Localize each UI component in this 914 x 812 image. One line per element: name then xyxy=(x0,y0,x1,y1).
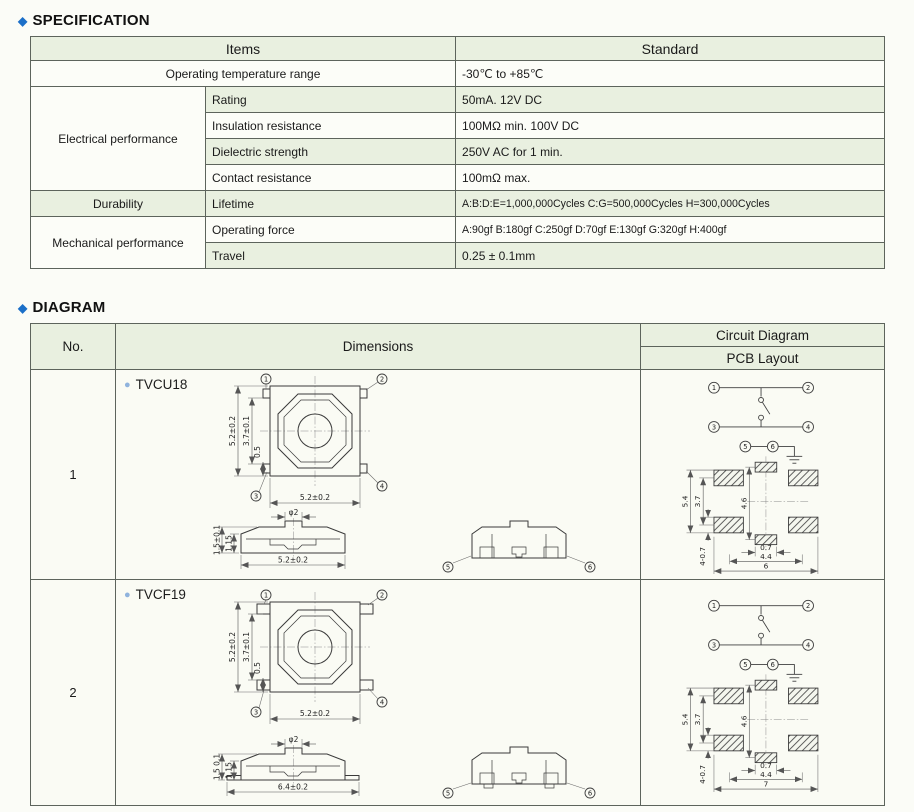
dim-pcb-v-outer: 5.4 xyxy=(680,495,690,508)
dim-pcb-w-inner: 4.4 xyxy=(760,551,772,561)
specification-heading-text: SPECIFICATION xyxy=(32,12,150,29)
pin-1-label: 1 xyxy=(263,375,269,384)
pin-3-label: 3 xyxy=(253,492,259,501)
pin-6-label: 6 xyxy=(587,563,593,572)
spec-item-operating-force: Operating force xyxy=(206,217,456,243)
dim-top-offset: 0.5 xyxy=(253,662,262,674)
diagram-row1-dimensions-cell xyxy=(116,370,641,580)
circuit-pin-2: 2 xyxy=(805,384,811,393)
dim-top-width: 5.2±0.2 xyxy=(299,493,331,502)
dim-pcb-pad: 4-0.7 xyxy=(698,764,708,784)
dim-pcb-pad: 4-0.7 xyxy=(698,546,708,566)
dim-top-width: 5.2±0.2 xyxy=(299,709,331,718)
pin-3-label: 3 xyxy=(253,708,259,717)
pin-1-label: 1 xyxy=(263,591,269,600)
dim-pcb-v-center: 4.6 xyxy=(739,497,749,510)
diagram-header-pcb: PCB Layout xyxy=(641,347,885,370)
pin-6-label: 6 xyxy=(587,789,593,798)
diagram-row1-no: 1 xyxy=(31,370,116,580)
spec-group-durability: Durability xyxy=(31,191,206,217)
bullet-icon: ● xyxy=(124,378,131,391)
diagram-header-no: No. xyxy=(31,324,116,370)
spec-header-items: Items xyxy=(31,37,456,61)
dim-pcb-v-inner: 3.7 xyxy=(693,495,703,508)
spec-group-electrical: Electrical performance xyxy=(31,87,206,191)
dim-front-height: 1.5±0.1 xyxy=(212,524,222,556)
dim-front-width: 6.4±0.2 xyxy=(277,782,309,792)
dim-top-inner: 3.7±0.1 xyxy=(242,631,251,663)
dim-pcb-w-small: 0.7 xyxy=(760,543,772,553)
top-view-drawing xyxy=(206,372,396,524)
circuit-pcb-drawing xyxy=(643,372,883,576)
front-view-drawing xyxy=(208,508,378,576)
spec-value-dielectric: 250V AC for 1 min. xyxy=(456,139,885,165)
spec-group-mechanical: Mechanical performance xyxy=(31,217,206,269)
bullet-icon: ● xyxy=(124,588,131,601)
circuit-pin-4: 4 xyxy=(805,423,811,432)
spec-value-operating-force: A:90gf B:180gf C:250gf D:70gf E:130gf G:320gf H:400gf xyxy=(456,217,885,243)
dim-front-inner-height: 1.15 xyxy=(224,535,234,552)
diagram-row2-no: 2 xyxy=(31,580,116,806)
specification-table xyxy=(30,36,885,269)
front-view-drawing xyxy=(208,735,378,803)
circuit-pin-3: 3 xyxy=(711,641,717,650)
top-view-drawing xyxy=(206,588,396,740)
model-name: TVCF19 xyxy=(135,587,186,602)
pin-2-label: 2 xyxy=(379,375,385,384)
model-label xyxy=(124,587,186,602)
dim-pcb-w-inner: 4.4 xyxy=(760,769,772,779)
pin-2-label: 2 xyxy=(379,591,385,600)
diamond-icon: ◆ xyxy=(18,300,28,315)
diagram-row1-circuit-cell xyxy=(641,370,885,580)
dim-top-inner: 3.7±0.1 xyxy=(242,415,251,447)
circuit-pin-3: 3 xyxy=(711,423,717,432)
diagram-header-circuit: Circuit Diagram xyxy=(641,324,885,347)
circuit-pin-4: 4 xyxy=(805,641,811,650)
spec-header-standard: Standard xyxy=(456,37,885,61)
dim-pcb-w-outer: 6 xyxy=(763,561,769,571)
pin-5-label: 5 xyxy=(445,789,451,798)
dim-pcb-w-outer: 7 xyxy=(763,779,769,789)
circuit-pin-1: 1 xyxy=(711,602,717,611)
spec-value-temperature: -30℃ to +85℃ xyxy=(456,61,885,87)
side-view-drawing xyxy=(434,740,604,802)
dim-front-height: 1.5 0.1 xyxy=(212,753,222,781)
spec-item-travel: Travel xyxy=(206,243,456,269)
specification-heading xyxy=(18,12,884,29)
spec-value-lifetime: A:B:D:E=1,000,000Cycles C:G=500,000Cycles H=300,000Cycles xyxy=(456,191,885,217)
circuit-pin-5: 5 xyxy=(743,660,748,669)
diagram-header-dimensions: Dimensions xyxy=(116,324,641,370)
dim-top-offset: 0.5 xyxy=(253,446,262,458)
circuit-pcb-drawing xyxy=(643,590,883,794)
spec-value-contact: 100mΩ max. xyxy=(456,165,885,191)
spec-item-rating: Rating xyxy=(206,87,456,113)
pin-4-label: 4 xyxy=(379,698,385,707)
diamond-icon: ◆ xyxy=(18,13,28,28)
dim-top-height: 5.2±0.2 xyxy=(228,631,237,663)
diagram-heading xyxy=(18,299,884,316)
spec-value-insulation: 100MΩ min. 100V DC xyxy=(456,113,885,139)
model-name: TVCU18 xyxy=(135,377,188,392)
model-label xyxy=(124,377,187,392)
diagram-row2-dimensions-cell xyxy=(116,580,641,806)
circuit-pin-5: 5 xyxy=(743,442,748,451)
dim-front-width: 5.2±0.2 xyxy=(277,555,309,565)
circuit-pin-6: 6 xyxy=(770,442,775,451)
spec-item-temperature: Operating temperature range xyxy=(31,61,456,87)
dim-front-inner-height: 1.15 xyxy=(224,762,234,779)
diagram-table xyxy=(30,323,885,806)
circuit-pin-1: 1 xyxy=(711,384,717,393)
dim-pcb-v-outer: 5.4 xyxy=(680,713,690,726)
dim-front-dia: φ2 xyxy=(288,508,299,517)
spec-item-lifetime: Lifetime xyxy=(206,191,456,217)
circuit-pin-6: 6 xyxy=(770,660,775,669)
dim-top-height: 5.2±0.2 xyxy=(228,415,237,447)
spec-value-rating: 50mA. 12V DC xyxy=(456,87,885,113)
diagram-heading-text: DIAGRAM xyxy=(32,299,106,316)
spec-item-insulation: Insulation resistance xyxy=(206,113,456,139)
spec-item-dielectric: Dielectric strength xyxy=(206,139,456,165)
dim-front-dia: φ2 xyxy=(288,735,299,744)
spec-item-contact: Contact resistance xyxy=(206,165,456,191)
circuit-pin-2: 2 xyxy=(805,602,811,611)
side-view-drawing xyxy=(434,514,604,576)
diagram-row2-circuit-cell xyxy=(641,580,885,806)
dim-pcb-w-small: 0.7 xyxy=(760,761,772,771)
dim-pcb-v-center: 4.6 xyxy=(739,715,749,728)
dim-pcb-v-inner: 3.7 xyxy=(693,713,703,726)
spec-value-travel: 0.25 ± 0.1mm xyxy=(456,243,885,269)
pin-5-label: 5 xyxy=(445,563,451,572)
pin-4-label: 4 xyxy=(379,482,385,491)
